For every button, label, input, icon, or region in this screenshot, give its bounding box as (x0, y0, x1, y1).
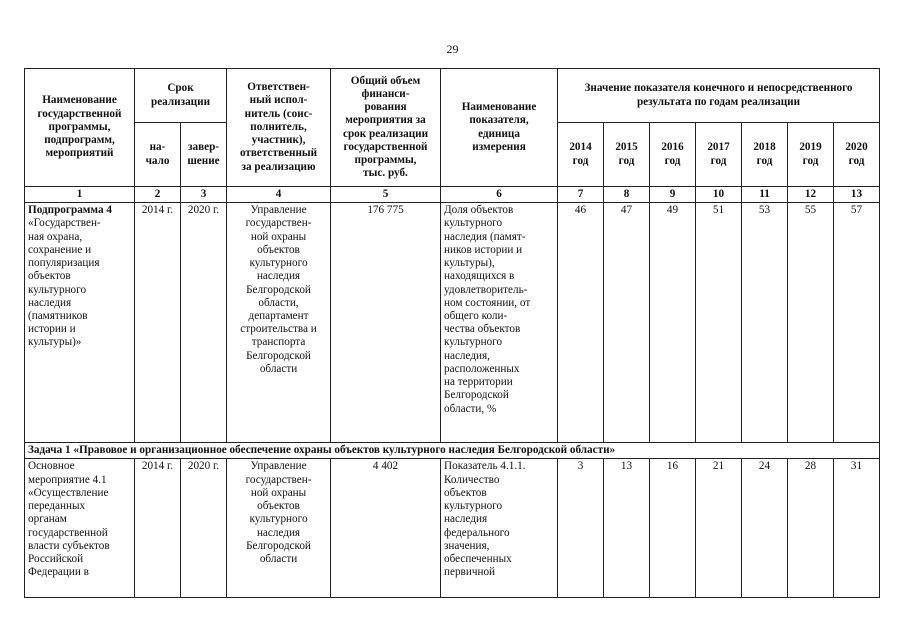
program-table (24, 68, 880, 598)
end-year: 2020 г. (181, 203, 227, 443)
column-number: 1 (25, 187, 135, 203)
end-year: 2020 г. (181, 459, 227, 598)
column-number: 8 (604, 187, 650, 203)
column-number: 6 (441, 187, 558, 203)
header-program-name: Наименование государственной программы, подпрограмм, мероприятий (25, 69, 135, 187)
year-value: 16 (650, 459, 696, 598)
column-number: 2 (135, 187, 181, 203)
year-value: 28 (788, 459, 834, 598)
header-responsible: Ответствен- ный испол- нитель (соис- полнитель, участник), ответственный за реализацию (227, 69, 331, 187)
year-value: 24 (742, 459, 788, 598)
year-value: 46 (558, 203, 604, 443)
indicator-name: Показатель 4.1.1. Количество объектов культурного наследия федерального значения, обеспеченных первичной (441, 459, 558, 598)
responsible-executor: Управление государствен- ной охраны объектов культурного наследия Белгородской области (227, 459, 331, 598)
program-name-cell: Основное мероприятие 4.1 «Осуществление переданных органам государственной власти субъектов Российской Федерации в (25, 459, 135, 598)
year-value: 51 (696, 203, 742, 443)
column-number: 7 (558, 187, 604, 203)
column-number: 9 (650, 187, 696, 203)
header-year: 2016 год (650, 123, 696, 187)
header-year: 2019 год (788, 123, 834, 187)
start-year: 2014 г. (135, 203, 181, 443)
page-number: 29 (446, 42, 459, 56)
column-number: 5 (331, 187, 441, 203)
header-values-by-year: Значение показателя конечного и непосредственного результата по годам реализации (558, 69, 880, 123)
table-row (25, 459, 880, 598)
column-number: 10 (696, 187, 742, 203)
year-value: 13 (604, 459, 650, 598)
year-value: 49 (650, 203, 696, 443)
header-year: 2020 год (834, 123, 880, 187)
task-title: Задача 1 «Правовое и организационное обеспечение охраны объектов культурного наследия Белгородской области» (25, 443, 880, 459)
header-year: 2015 год (604, 123, 650, 187)
responsible-executor: Управление государствен- ной охраны объектов культурного наследия Белгородской области, департамент строительства и транспорта Белгородской области (227, 203, 331, 443)
financing-volume: 4 402 (331, 459, 441, 598)
year-value: 55 (788, 203, 834, 443)
year-value: 53 (742, 203, 788, 443)
financing-volume: 176 775 (331, 203, 441, 443)
header-year: 2014 год (558, 123, 604, 187)
header-end: завер- шение (181, 123, 227, 187)
task-row (25, 443, 880, 459)
year-value: 21 (696, 459, 742, 598)
column-number-row (25, 187, 880, 203)
table-row (25, 203, 880, 443)
header-financing-volume: Общий объем финанси- рования мероприятия за срок реализации государственной программы, тыс. руб. (331, 69, 441, 187)
column-number: 12 (788, 187, 834, 203)
year-value: 47 (604, 203, 650, 443)
subprogram-title: Подпрограмма 4 (28, 204, 112, 217)
header-year: 2018 год (742, 123, 788, 187)
start-year: 2014 г. (135, 459, 181, 598)
year-value: 31 (834, 459, 880, 598)
header-indicator-name: Наименование показателя, единица измерения (441, 69, 558, 187)
column-number: 4 (227, 187, 331, 203)
column-number: 13 (834, 187, 880, 203)
subprogram-name: «Государствен- ная охрана, сохранение и популяризация объектов культурного наследия (памятников истории и культуры)» (28, 217, 101, 349)
program-name-cell (25, 203, 135, 443)
year-value: 57 (834, 203, 880, 443)
header-year: 2017 год (696, 123, 742, 187)
indicator-name: Доля объектов культурного наследия (памят- ников истории и культуры), находящихся в удовлетворитель- ном состоянии, от общего коли- чества объектов культурного наследия, расположенных на территории Белгородской области, % (441, 203, 558, 443)
header-start: на- чало (135, 123, 181, 187)
column-number: 11 (742, 187, 788, 203)
year-value: 3 (558, 459, 604, 598)
column-number: 3 (181, 187, 227, 203)
header-period: Срок реализации (135, 69, 227, 123)
